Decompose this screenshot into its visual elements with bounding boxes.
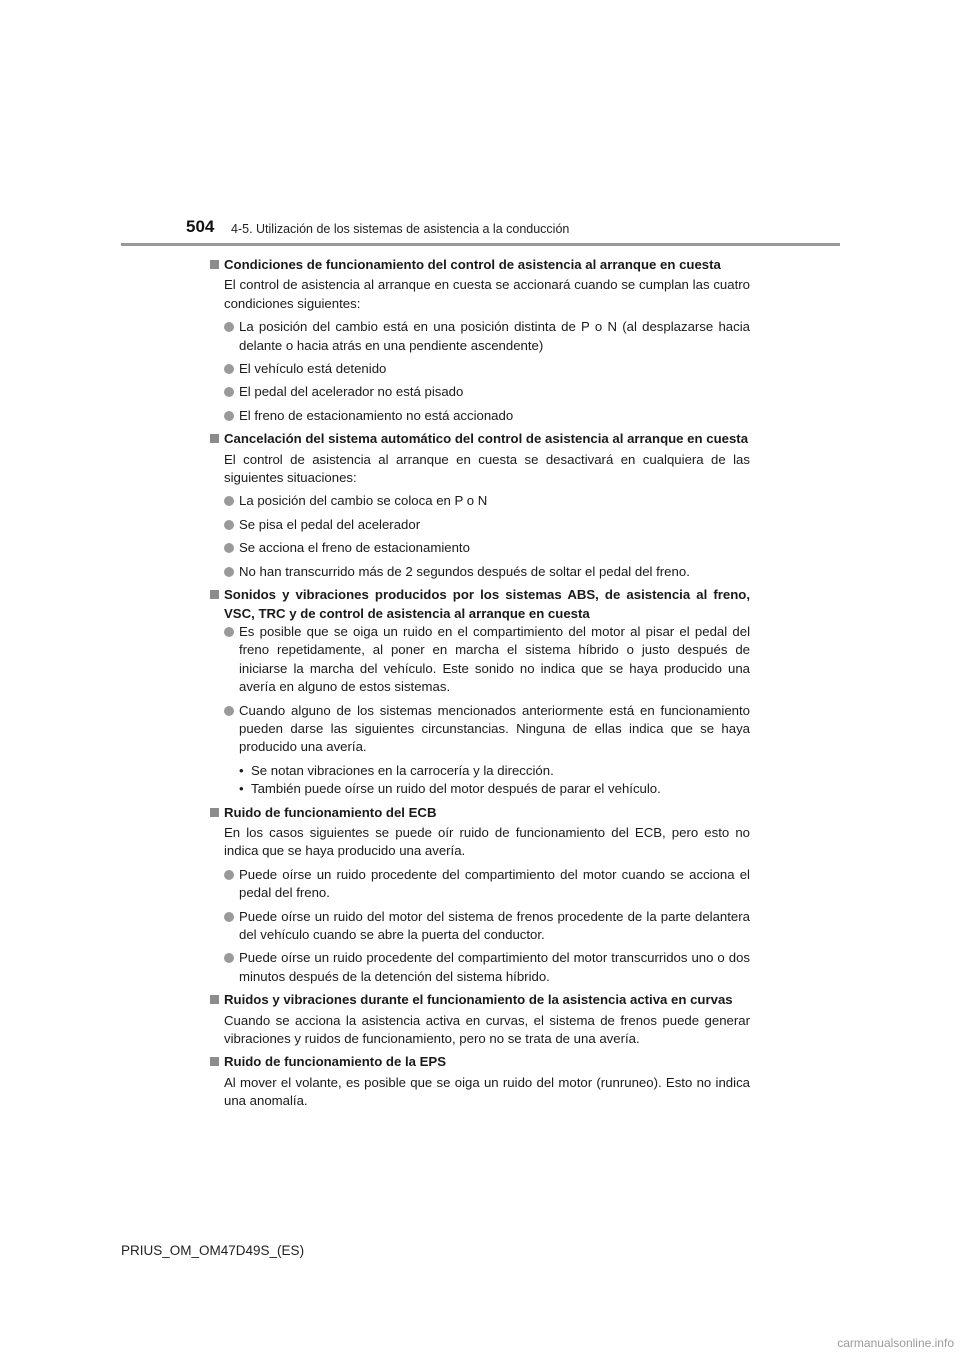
round-bullet-icon — [224, 520, 234, 530]
list-item: Se pisa el pedal del acelerador — [210, 516, 750, 534]
square-bullet-icon — [210, 260, 219, 269]
list-item: No han transcurrido más de 2 segundos después de soltar el pedal del freno. — [210, 563, 750, 581]
section-eps-noise — [210, 1053, 750, 1110]
round-bullet-icon — [224, 953, 234, 963]
page-content — [210, 253, 750, 1116]
section-title: Ruidos y vibraciones durante el funcionamiento de la asistencia activa en curvas — [210, 991, 750, 1009]
watermark: carmanualsonline.info — [837, 1336, 954, 1350]
square-bullet-icon — [210, 434, 219, 443]
section-hill-start-conditions — [210, 256, 750, 425]
square-bullet-icon — [210, 1057, 219, 1066]
list-item: El pedal del acelerador no está pisado — [210, 383, 750, 401]
round-bullet-icon — [224, 912, 234, 922]
list-item: La posición del cambio está en una posición distinta de P o N (al desplazarse hacia delante o hacia atrás en una pendiente ascendente) — [210, 318, 750, 355]
sub-list-item: • También puede oírse un ruido del motor después de parar el vehículo. — [210, 780, 750, 798]
section-abs-sounds — [210, 586, 750, 798]
round-bullet-icon — [224, 364, 234, 374]
round-bullet-icon — [224, 322, 234, 332]
section-intro: El control de asistencia al arranque en cuesta se desactivará en cualquiera de las siguientes situaciones: — [224, 451, 750, 486]
list-item: Se acciona el freno de estacionamiento — [210, 539, 750, 557]
list-item: El freno de estacionamiento no está accionado — [210, 407, 750, 425]
sub-list-item: • Se notan vibraciones en la carrocería y la dirección. — [210, 762, 750, 780]
round-bullet-icon — [224, 387, 234, 397]
header-divider — [121, 243, 840, 246]
page-number: 504 — [186, 217, 215, 236]
small-bullet-icon: • — [239, 781, 244, 797]
round-bullet-icon — [224, 870, 234, 880]
list-item: La posición del cambio se coloca en P o N — [210, 492, 750, 510]
section-title: Condiciones de funcionamiento del control de asistencia al arranque en cuesta — [210, 256, 750, 274]
list-item: El vehículo está detenido — [210, 360, 750, 378]
section-title: Cancelación del sistema automático del control de asistencia al arranque en cuesta — [210, 430, 750, 448]
section-curve-assist-noise — [210, 991, 750, 1048]
section-intro: El control de asistencia al arranque en cuesta se accionará cuando se cumplan las cuatro condiciones siguientes: — [224, 277, 750, 311]
small-bullet-icon: • — [239, 762, 244, 778]
list-item: Puede oírse un ruido del motor del sistema de frenos procedente de la parte delantera del vehículo cuando se abre la puerta del conductor. — [210, 908, 750, 945]
list-item: Cuando alguno de los sistemas mencionados anteriormente está en funcionamiento pueden darse las siguientes circunstancias. Ninguna de ellas indica que se haya producido una avería. — [210, 702, 750, 757]
section-intro: En los casos siguientes se puede oír ruido de funcionamiento del ECB, pero esto no indica que se haya producido una avería. — [224, 824, 750, 859]
section-header-title: 4-5. Utilización de los sistemas de asistencia a la conducción — [231, 222, 570, 236]
round-bullet-icon — [224, 543, 234, 553]
round-bullet-icon — [224, 627, 234, 637]
section-title: Sonidos y vibraciones producidos por los sistemas ABS, de asistencia al freno, VSC, TRC y de control de asistencia al arranque en cuesta — [210, 586, 750, 623]
round-bullet-icon — [224, 706, 234, 716]
document-code: PRIUS_OM_OM47D49S_(ES) — [121, 1243, 305, 1258]
round-bullet-icon — [224, 567, 234, 577]
section-intro: Cuando se acciona la asistencia activa en curvas, el sistema de frenos puede generar vibraciones y ruidos de funcionamiento, pero no se trata de una avería. — [224, 1012, 750, 1047]
list-item: Puede oírse un ruido procedente del compartimiento del motor transcurridos uno o dos minutos después de la detención del sistema híbrido. — [210, 949, 750, 986]
section-ecb-noise — [210, 804, 750, 987]
square-bullet-icon — [210, 808, 219, 817]
square-bullet-icon — [210, 590, 219, 599]
square-bullet-icon — [210, 995, 219, 1004]
list-item: Puede oírse un ruido procedente del compartimiento del motor cuando se acciona el pedal del freno. — [210, 866, 750, 903]
round-bullet-icon — [224, 411, 234, 421]
section-hill-start-cancellation — [210, 430, 750, 581]
section-title: Ruido de funcionamiento de la EPS — [210, 1053, 750, 1071]
sub-list — [210, 762, 750, 799]
section-intro: Al mover el volante, es posible que se oiga un ruido del motor (runruneo). Esto no indica una anomalía. — [224, 1074, 750, 1109]
section-title: Ruido de funcionamiento del ECB — [210, 804, 750, 822]
list-item: Es posible que se oiga un ruido en el compartimiento del motor al pisar el pedal del freno repetidamente, al poner en marcha el sistema híbrido o justo después de iniciarse la marcha del vehículo. Este sonido no indica que se haya producido una avería en alguno de estos sistemas. — [210, 623, 750, 697]
round-bullet-icon — [224, 496, 234, 506]
